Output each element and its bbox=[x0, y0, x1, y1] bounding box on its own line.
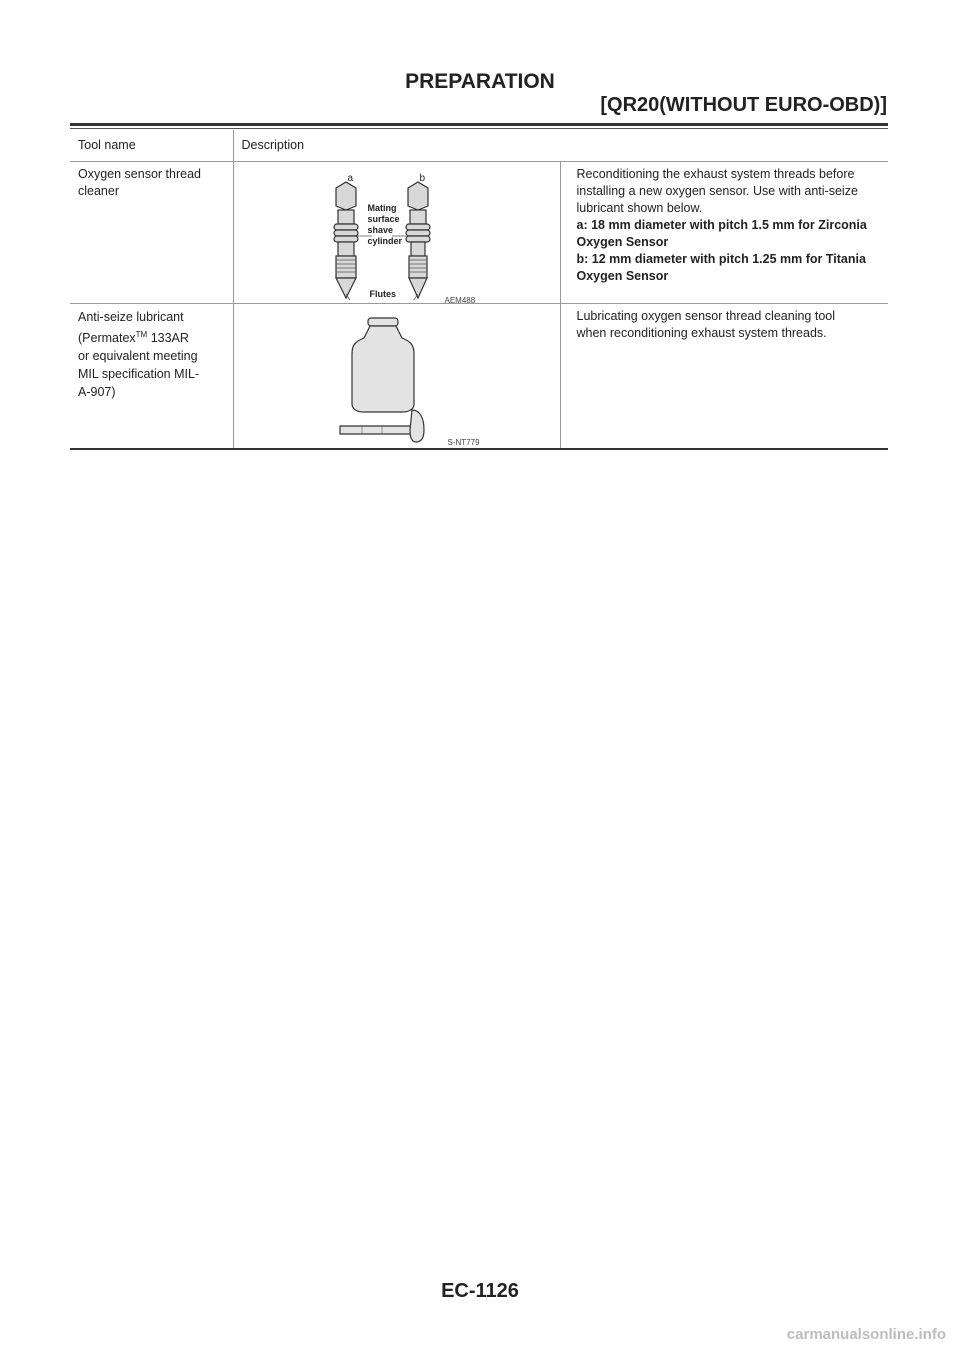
watermark: carmanualsonline.info bbox=[786, 1326, 946, 1343]
tool-name-line: MIL specification MIL- bbox=[78, 366, 200, 381]
trademark-mark: TM bbox=[135, 329, 148, 339]
table-row bbox=[70, 161, 888, 303]
tool-name-cell bbox=[70, 303, 233, 449]
page-title: PREPARATION bbox=[405, 70, 555, 93]
thread-cleaner-figure bbox=[242, 166, 552, 305]
note-b: b: 12 mm diameter with pitch 1.25 mm for Titania Oxygen Sensor bbox=[576, 251, 866, 283]
figure-label-cylinder: cylinder bbox=[367, 235, 403, 246]
table-header-row bbox=[70, 130, 888, 161]
tool-name-cell bbox=[70, 161, 233, 303]
tool-name-line: Anti-seize lubricant bbox=[78, 309, 184, 324]
tool-name: Oxygen sensor thread cleaner bbox=[78, 166, 201, 198]
figure-label-b: b bbox=[419, 172, 426, 184]
tool-table bbox=[70, 130, 888, 450]
lubricant-bottle-illustration bbox=[242, 308, 552, 444]
header-description: Description bbox=[233, 130, 888, 161]
description-cell bbox=[560, 161, 888, 303]
header-tool-name: Tool name bbox=[70, 130, 233, 161]
tool-name-line: A-907) bbox=[78, 384, 116, 399]
page-number: EC-1126 bbox=[441, 1280, 519, 1302]
figure-cell bbox=[233, 303, 560, 449]
description-text: Reconditioning the exhaust system threads before installing a new oxygen sensor. Use with anti-seize lubricant shown below. bbox=[576, 166, 858, 215]
figure-code: AEM488 bbox=[444, 295, 476, 305]
figure-label-surface: surface bbox=[367, 213, 400, 224]
header-rule bbox=[70, 123, 888, 126]
figure-code: S-NT779 bbox=[447, 437, 480, 447]
description-text: Lubricating oxygen sensor thread cleaning tool when reconditioning exhaust system threads. bbox=[576, 308, 836, 340]
note-a: a: 18 mm diameter with pitch 1.5 mm for Zirconia Oxygen Sensor bbox=[576, 217, 867, 249]
table-row bbox=[70, 303, 888, 449]
tool-name-line: or equivalent meeting bbox=[78, 348, 198, 363]
figure-cell bbox=[233, 161, 560, 303]
section-title: [QR20(WITHOUT EURO-OBD)] bbox=[600, 94, 887, 116]
figure-label-shave: shave bbox=[367, 224, 394, 235]
lubricant-figure bbox=[242, 308, 552, 447]
description-cell bbox=[560, 303, 888, 449]
figure-label-a: a bbox=[347, 172, 354, 184]
header-rule-thin bbox=[70, 128, 888, 129]
figure-label-mating: Mating bbox=[367, 202, 397, 213]
tool-name-line: (Permatex™ 133AR bbox=[78, 329, 189, 345]
figure-label-flutes: Flutes bbox=[369, 288, 397, 299]
